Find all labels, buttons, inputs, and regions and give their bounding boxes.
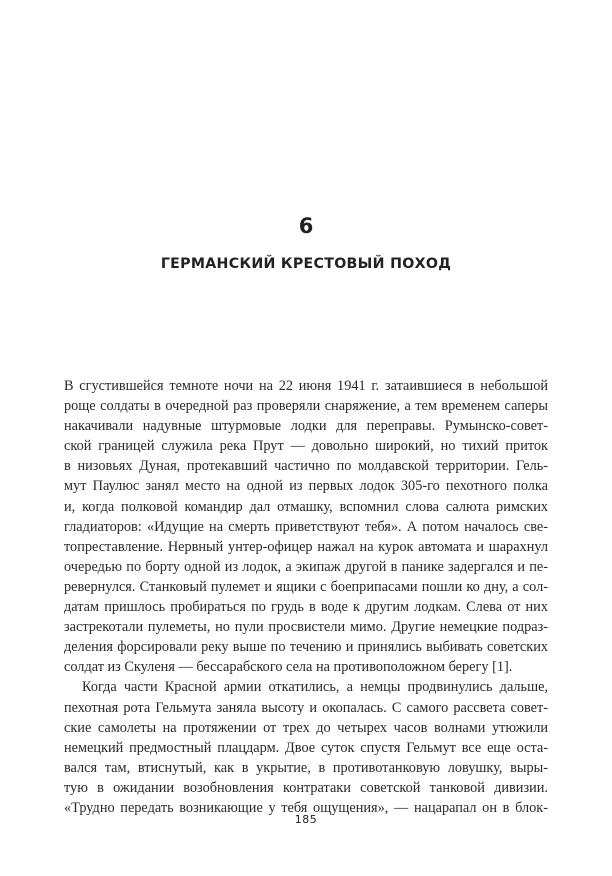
text-line: Когда части Красной армии откатились, а немцы продвинулись дальше, [82,679,548,696]
text-line: датам пришлось пробираться по грудь в воде к другим лодкам. Слева от них [64,599,548,616]
text-line: «Трудно передать возникающие у тебя ощущения», — нацарапал он в блок- [64,799,548,816]
text-line: роще солдаты в очередной раз проверяли снаряжение, а тем временем саперы [64,398,548,415]
text-line: ские самолеты на протяжении от трех до четырех часов волнами утюжили [64,719,548,736]
text-line: пехотная рота Гельмута заняла высоту и окопалась. С самого рассвета совет- [64,699,548,716]
text-line: очередью по борту одной из лодок, а экипаж другой в панике задергался и пе- [64,558,548,575]
text-line: тую в ожидании возобновления контратаки советской танковой дивизии. [64,779,548,796]
text-line: застрекотали пулеметы, но пули просвистели мимо. Другие немецкие подраз- [64,619,548,636]
text-line: мут Паулюс занял место на одной из первых лодок 305-го пехотного полка [64,478,548,495]
paragraph [64,376,548,677]
text-line: солдат из Скуленя — бессарабского села на противоположном берегу [1]. [64,659,513,676]
text-line: и, когда полковой командир дал отмашку, вспомнил слова салюта римских [64,498,548,515]
paragraph [64,677,548,818]
text-line: накачивали надувные штурмовые лодки для переправы. Румынско-совет- [64,418,548,435]
text-line: гладиаторов: «Идущие на смерть приветствуют тебя». А потом началось све- [64,518,548,535]
text-line: деления форсировали реку выше по течению и принялись выбивать советских [64,639,548,656]
text-line: В сгустившейся темноте ночи на 22 июня 1941 г. затаившиеся в небольшой [64,378,548,394]
text-line: ской границей служила река Прут — довольно широкий, но тихий приток [64,438,548,455]
text-line: в низовьях Дуная, протекавший частично по молдавской территории. Гель- [64,458,548,475]
page-number: 185 [294,813,318,826]
body-text [64,376,548,818]
text-line: топреставление. Нервный унтер-офицер нажал на курок автомата и шарахнул [64,538,548,555]
text-line: ревернулся. Станковый пулемет и ящики с боеприпасами пошли ко дну, а сол- [64,578,548,595]
chapter-number: 6 [298,214,314,238]
chapter-title: ГЕРМАНСКИЙ КРЕСТОВЫЙ ПОХОД [160,256,452,272]
text-line: немецкий предмостный плацдарм. Двое суток спустя Гельмут все еще оста- [64,739,548,756]
text-line: вался там, втиснутый, как в укрытие, в противотанковую ловушку, выры- [64,759,548,776]
